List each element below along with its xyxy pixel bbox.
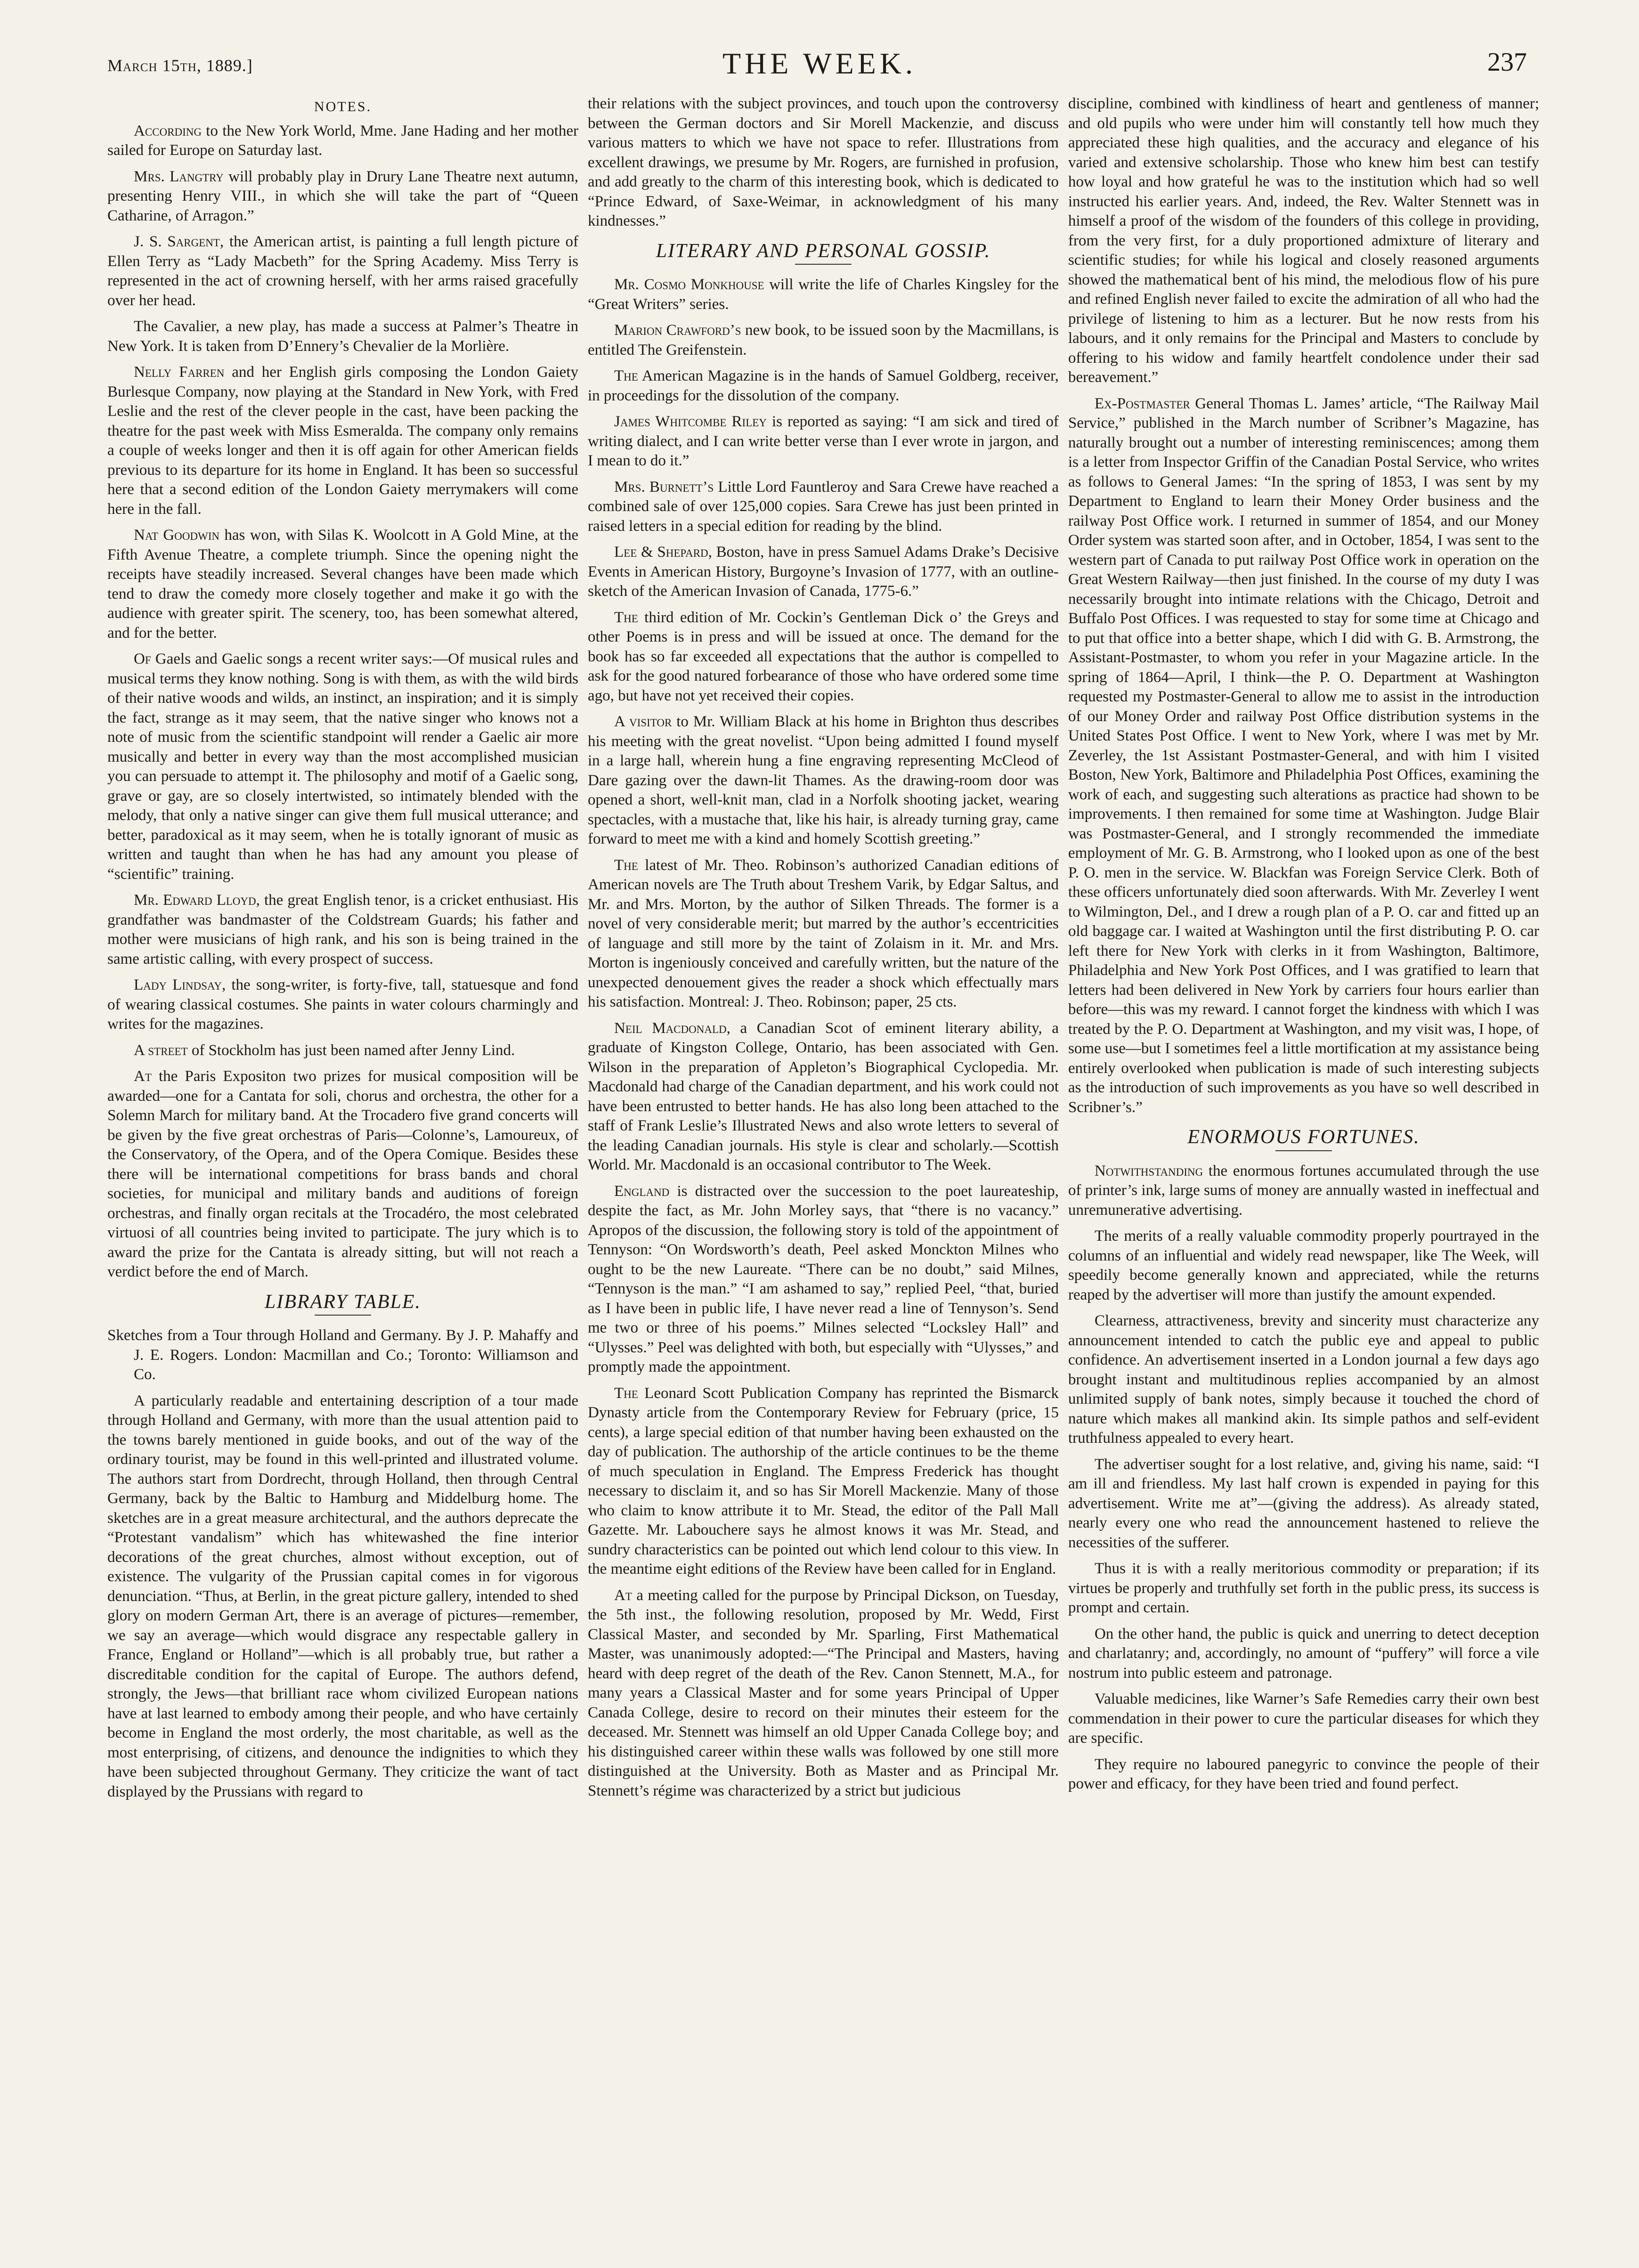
- gossip-paragraph: Neil Macdonald, a Canadian Scot of eminent literary ability, a graduate of Kingston College, Ontario, has been associated with Gen. Wilson in the preparation of Appleton’s Biographical Cyclopedia. Mr. Macdonald had charge of the Canadian department, and his work could not have been entrusted to better hands. He has also long been attached to the staff of Frank Leslie’s Illustrated News and also wrote letters to several of the leading Canadian journals. His style is clear and scholarly.—Scottish World. Mr. Macdonald is an occasional contributor to The Week.: [588, 1019, 1059, 1173]
- section-heading-library-table: LIBRARY TABLE.: [264, 1291, 422, 1313]
- gossip-continued: discipline, combined with kindliness of heart and gentleness of manner; and old pupils who were under him will constantly tell how much they appreciated these high qualities, and the accuracy and elegance of his varied and extensive scholarship. Those who knew him best can testify how loyal and how grateful he was to the institution which had so well instructed his earlier years. And, indeed, the Rev. Walter Stennett was in himself a proof of the wisdom of the founders of this college in providing, from the very first, for a duly proportioned admixture of literary and scientific studies; for while his logical and closely reasoned arguments showed the mathematical bent of his mind, the melodious flow of his pure and refined English never failed to excite the admiration of all who had the privilege of listening to him as a lecturer. But he now rests from his labours, and it only remains for the Principal and Masters to conclude by offering to his widow and family heartfelt condolence under their sad bereavement.”: [1068, 95, 1539, 386]
- gossip-paragraph: The third edition of Mr. Cockin’s Gentleman Dick o’ the Greys and other Poems is in press and will be issued at once. The demand for the book has so far exceeded all expectations that the author is compelled to ask for the good natured forbearance of those who have ordered some time ago, but have not yet received their copies.: [588, 609, 1059, 704]
- fortunes-paragraph: They require no laboured panegyric to convince the people of their power and efficacy, for they have been tried and found perfect.: [1068, 1756, 1539, 1792]
- fortunes-paragraph: The merits of a really valuable commodity properly pourtrayed in the columns of an influential and widely read newspaper, like The Week, will speedily become generally known and appreciated, while the returns reaped by the advertiser will more than justify the amount expended.: [1068, 1227, 1539, 1303]
- gossip-list: [588, 275, 1059, 1801]
- gossip-paragraph: England is distracted over the succession to the poet laureateship, despite the fact, as Mr. John Morley says, that “there is no vacancy.” Apropos of the discussion, the following story is told of the appointment of Tennyson: “On Wordsworth’s death, Peel asked Monckton Milnes who ought to be the new Laureate. “There can be no doubt,” said Milnes, “Tennyson is the man.” “I am ashamed to say,” replied Peel, “that, buried as I have been in public life, I have never read a line of Tennyson’s. Send me two or three of his poems.” Milnes selected “Locksley Hall” and “Ulysses.” Peel was delighted with both, but especially with “Ulysses,” and promptly made the appointment.: [588, 1182, 1059, 1375]
- column-1: [107, 94, 578, 2242]
- fortunes-paragraph: Clearness, attractiveness, brevity and sincerity must characterize any announcement intended to catch the public eye and appeal to public confidence. An advertisement inserted in a London journal a few days ago brought instant and multitudinous replies accompanied by an almost unlimited supply of bank notes, simply because it touched the chord of nature which makes all mankind akin. Its simple pathos and self-evident truthfulness appealed to every heart.: [1068, 1312, 1539, 1447]
- section-rule: [1275, 1150, 1332, 1151]
- gossip-paragraph: At a meeting called for the purpose by Principal Dickson, on Tuesday, the 5th inst., the following resolution, proposed by Mr. Wedd, First Classical Master, and seconded by Mr. Sparling, First Mathematical Master, was unanimously adopted:—“The Principal and Masters, having heard with deep regret of the death of the Rev. Canon Stennett, M.A., for many years a Classical Master and for some years Principal of Upper Canada College, desire to record on their minutes their esteem for the deceased. Mr. Stennett was himself an old Upper Canada College boy; and his distinguished career within these walls was followed by one still more distinguished at the University. Both as Master and as Principal Mr. Stennett’s régime was characterized by a strict but judicious: [588, 1586, 1059, 1799]
- gossip-paragraph: The latest of Mr. Theo. Robinson’s authorized Canadian editions of American novels are The Truth about Treshem Varik, by Edgar Saltus, and Mr. and Mrs. Morton, by the author of Silken Threads. The former is a novel of very considerable merit; but marred by the author’s eccentricities of language and still more by the taint of Zolaism in it. Mr. and Mrs. Morton is ingeniously conceived and carefully written, but the nature of the unexpected denouement gives the reader a shock which effectually mars his satisfaction. Montreal: J. Theo. Robinson; paper, 25 cts.: [588, 856, 1059, 1010]
- fortunes-paragraph: Notwithstanding the enormous fortunes accumulated through the use of printer’s ink, large sums of money are annually wasted in ineffectual and unremunerative advertising.: [1068, 1162, 1539, 1219]
- gossip-paragraph: Mrs. Burnett’s Little Lord Fauntleroy and Sara Crewe have reached a combined sale of over 125,000 copies. Sara Crewe has just been printed in raised letters in a special edition for reading by the blind.: [588, 478, 1059, 535]
- fortunes-paragraph: The advertiser sought for a lost relative, and, giving his name, said: “I am ill and friendless. My last half crown is expended in paying for this advertisement. Write me at”—(giving the address). As already stated, nearly every one who read the announcement hastened to relieve the necessities of the sufferer.: [1068, 1455, 1539, 1551]
- book-notice: Sketches from a Tour through Holland and Germany. By J. P. Mahaffy and J. E. Rogers. London: Macmillan and Co.; Toronto: Williamson and Co.: [107, 1327, 578, 1383]
- note-paragraph: At the Paris Expositon two prizes for musical composition will be awarded—one for a Cantata for soli, chorus and orchestra, the other for a Solemn March for military band. At the Trocadero five grand concerts will be given by the five great orchestras of Paris—Colonne’s, Lamoureux, of the Conservatory, of the Opera, and of the Opera Comique. Besides these there will be international competitions for brass bands and choral societies, for municipal and military bands and auditions of foreign orchestras, and finally organ recitals at the Trocadéro, the most celebrated virtuosi of all countries being invited to participate. The jury which is to award the prize for the Cantata is already sitting, but will not reach a verdict before the end of March.: [107, 1068, 578, 1280]
- column-2: [588, 94, 1059, 2242]
- section-heading-literary-gossip: LITERARY AND PERSONAL GOSSIP.: [656, 240, 991, 262]
- fortunes-paragraph: On the other hand, the public is quick and unerring to detect deception and charlatanry; and, accordingly, no amount of “puffery” will force a vile nostrum into public esteem and patronage.: [1068, 1625, 1539, 1682]
- section-rule: [795, 264, 852, 265]
- book-review-continued: their relations with the subject provinces, and touch upon the controversy between the German doctors and Sir Morell Mackenzie, and discuss various matters to which we have not space to refer. Illustrations from excellent drawings, we presume by Mr. Rogers, are furnished in profusion, and add greatly to the charm of this interesting book, which is dedicated to “Prince Edward, of Saxe-Weimar, in acknowledgment of his many kindnesses.”: [588, 95, 1059, 229]
- fortunes-paragraph: Thus it is with a really meritorious commodity or preparation; if its virtues be properly and truthfully set forth in the public press, its success is prompt and certain.: [1068, 1560, 1539, 1616]
- book-review: A particularly readable and entertaining description of a tour made through Holland and Germany, with more than the usual attention paid to the towns barely mentioned in guide books, and out of the way of the ordinary tourist, may be found in this well-printed and illustrated volume. The authors start from Dordrecht, through Holland, then through Central Germany, back by the Baltic to Hamburg and Middelburg home. The sketches are in a great measure architectural, and the authors deprecate the “Protestant vandalism” which has whitewashed the fine interior decorations of the great churches, almost without exception, out of existence. The vulgarity of the Prussian capital comes in for vigorous denunciation. “Thus, at Berlin, in the great picture gallery, intended to shed glory on modern German Art, there is an average of pictures—remember, we say an average—which would disgrace any respectable gallery in France, England or Holland”—which is all probably true, but rather a discreditable condition for the capital of Europe. The authors defend, strongly, the Jews—that brilliant race whom civilized European nations have at last learned to embody among their people, and who have certainly become in England the most orderly, the most charitable, as well as the most enterprising, of citizens, and denounce the indignities to which they have been subjected throughout Germany. They criticize the want of tact displayed by the Prussians with regard to: [107, 1392, 578, 1800]
- note-paragraph: Nelly Farren and her English girls composing the London Gaiety Burlesque Company, now playing at the Standard in New York, with Fred Leslie and the rest of the clever people in the cast, have been packing the theatre for the past week with Miss Esmeralda. The company only remains a couple of weeks longer and then it is off again for other American fields previous to its departure for its home in England. It has been so successful here that a second edition of the London Gaiety merrymakers will come here in the fall.: [107, 364, 578, 518]
- note-paragraph: Lady Lindsay, the song-writer, is forty-five, tall, statuesque and fond of wearing classical costumes. She paints in water colours charmingly and writes for the magazines.: [107, 976, 578, 1032]
- gossip-paragraph: Lee & Shepard, Boston, have in press Samuel Adams Drake’s Decisive Events in American History, Burgoyne’s Invasion of 1777, with an outline-sketch of the American Invasion of Canada, 1775-6.”: [588, 544, 1059, 600]
- note-paragraph: Mr. Edward Lloyd, the great English tenor, is a cricket enthusiast. His grandfather was bandmaster of the Coldstream Guards; his father and mother were musicians of high rank, and his son is being trained in the same artistic calling, with every prospect of success.: [107, 892, 578, 967]
- section-rule: [315, 1315, 371, 1316]
- notes-list: [107, 122, 578, 1282]
- note-paragraph: According to the New York World, Mme. Jane Hading and her mother sailed for Europe on Saturday last.: [107, 122, 578, 159]
- issue-date: March 15th, 1889.]: [107, 56, 253, 75]
- masthead-title: THE WEEK.: [722, 47, 917, 80]
- column-3: [1068, 94, 1539, 2242]
- section-heading-enormous-fortunes: ENORMOUS FORTUNES.: [1187, 1126, 1420, 1148]
- gossip-paragraph: Mr. Cosmo Monkhouse will write the life of Charles Kingsley for the “Great Writers” series.: [588, 276, 1059, 313]
- gossip-paragraph: The Leonard Scott Publication Company has reprinted the Bismarck Dynasty article from the Contemporary Review for February (price, 15 cents), a large special edition of that number having been exhausted on the day of publication. The authorship of the article continues to be the theme of much speculation in England. The Empress Frederick has thought necessary to disclaim it, and so has Sir Morell Mackenzie. Many of those who claim to know attribute it to Mr. Stead, the editor of the Pall Mall Gazette. Mr. Labouchere says he almost knows it was Mr. Stead, and sundry characteristics can be pointed out which lend colour to this view. In the meantime eight editions of the Review have been called for in England.: [588, 1384, 1059, 1577]
- gossip-paragraph: Marion Crawford’s new book, to be issued soon by the Macmillans, is entitled The Greifenstein.: [588, 322, 1059, 358]
- note-paragraph: The Cavalier, a new play, has made a success at Palmer’s Theatre in New York. It is taken from D’Ennery’s Chevalier de la Morlière.: [107, 318, 578, 355]
- note-paragraph: Nat Goodwin has won, with Silas K. Woolcott in A Gold Mine, at the Fifth Avenue Theatre, a complete triumph. Since the opening night the receipts have steadily increased. Several changes have been made which tend to draw the comedy more closely together and make it go with the audience with greater spirit. The scenery, too, has been somewhat altered, and for the better.: [107, 527, 578, 642]
- note-paragraph: J. S. Sargent, the American artist, is painting a full length picture of Ellen Terry as “Lady Macbeth” for the Spring Academy. Miss Terry is represented in the act of crowning herself, with her arms raised gracefully over her head.: [107, 233, 578, 309]
- note-paragraph: Of Gaels and Gaelic songs a recent writer says:—Of musical rules and musical terms they know nothing. Song is with them, as with the wild birds of their native woods and wilds, an instinct, an inspiration; and it is simply the fact, strange as it may seem, that the native singer who knows not a note of music from the scientific standpoint will render a Gaelic air more musically and better in every way than the most accomplished musician you can persuade to attempt it. The philosophy and motif of a Gaelic song, grave or gay, are so closely intertwisted, so intimately blended with the melody, that only a native singer can give them full musical utterance; and better, paradoxical as it may seem, when he is totally ignorant of music as written and taught than when he has had any amount you please of “scientific” training.: [107, 650, 578, 883]
- postmaster-paragraph: Ex-Postmaster General Thomas L. James’ article, “The Railway Mail Service,” published in the March number of Scribner’s Magazine, has naturally brought out a number of interesting reminiscences; among them is a letter from Inspector Griffin of the Canadian Postal Service, who writes as follows to General James: “In the spring of 1853, I was sent by my Department to England to learn their Money Order business and the railway Post Office work. I returned in summer of 1854, and our Money Order system was started soon after, and in October, 1854, I was sent to the western part of Canada to put railway Post Office work in operation on the Great Western Railway—then just finished. In the course of my duty I was necessarily brought into intimate relations with the Chicago, Detroit and Buffalo Post Offices. I was requested to stay for some time at Chicago and to put that office into a better shape, which I did with G. B. Armstrong, the Assistant-Postmaster, to whom you refer in your Magazine article. In the spring of 1864—April, I think—the P. O. Department at Washington requested my Postmaster-General to allow me to assist in the introduction of our Money Order and railway Post Office distribution systems in the United States Post Office. I went to New York, where I was met by Mr. Zeverley, the 1st Assistant Postmaster-General, and with him I visited Boston, New York, Baltimore and Philadelphia Post Offices, examining the work of each, and suggesting such alterations as practice had shown to be improvements. I then remained for some time at Washington. Judge Blair was Postmaster-General, and I strongly recommended the immediate employment of Mr. G. B. Armstrong, who I looked upon as one of the best P. O. men in the service. W. Blackfan was Foreign Service Clerk. Both of these officers unfortunately died soon afterwards. With Mr. Zeverley I went to Wilmington, Del., and I drew a rough plan of a P. O. car and fitted up an old baggage car. I waited at Washington until the first distributing P. O. car left there for New York with clerks in it from Washington, Baltimore, Philadelphia and New York Post Offices, and I was gratified to learn that letters had been delivered in New York by carriers four hours earlier than before—this was my reward. I cannot forget the kindness with which I was treated by the P. O. Department at Washington, and my visit was, I hope, of some use—but I sometimes feel a little mortification at my assistance being entirely overlooked when publication is made of such interesting subjects as the introduction of such improvements as you have so well described in Scribner’s.”: [1068, 395, 1539, 1116]
- gossip-paragraph: James Whitcombe Riley is reported as saying: “I am sick and tired of writing dialect, and I can write better verse than I ever wrote in jargon, and I mean to do it.”: [588, 413, 1059, 469]
- fortunes-paragraph: Valuable medicines, like Warner’s Safe Remedies carry their own best commendation in their power to cure the particular diseases for which they are specific.: [1068, 1691, 1539, 1747]
- gossip-paragraph: A visitor to Mr. William Black at his home in Brighton thus describes his meeting with the great novelist. “Upon being admitted I found myself in a large hall, wherein hung a fine engraving representing McCleod of Dare gazing over the dawn-lit Thames. As the drawing-room door was opened a short, well-knit man, clad in a Norfolk shooting jacket, wearing spectacles, with a mustache that, like his hair, is already turning gray, came forward to meet me with a kind and homely Scottish greeting.”: [588, 713, 1059, 847]
- fortunes-list: [1068, 1162, 1539, 1794]
- note-paragraph: A street of Stockholm has just been named after Jenny Lind.: [134, 1041, 515, 1059]
- note-paragraph: Mrs. Langtry will probably play in Drury Lane Theatre next autumn, presenting Henry VIII., in which she will take the part of “Queen Catharine, of Arragon.”: [107, 168, 578, 224]
- section-heading-notes: NOTES.: [314, 99, 372, 114]
- page-number: 237: [1487, 48, 1527, 77]
- gossip-paragraph: The American Magazine is in the hands of Samuel Goldberg, receiver, in proceedings for the dissolution of the company.: [588, 367, 1059, 404]
